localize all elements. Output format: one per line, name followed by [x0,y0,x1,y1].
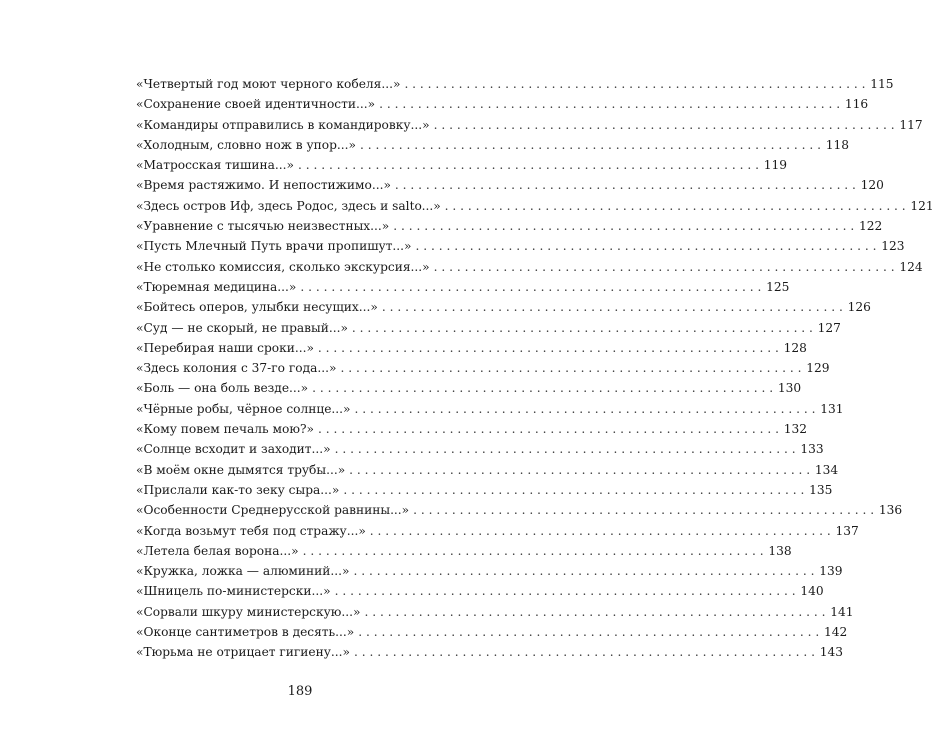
dot-leader [393,216,854,236]
dot-leader [365,602,826,622]
toc-entry-title: «Командиры отправились в командировку...» [136,117,430,132]
toc-entry-title: «Тюрьма не отрицает гигиену...» [136,645,351,660]
toc-entry-title: «Уравнение с тысячью неизвестных...» [136,219,390,234]
toc-entry [136,541,792,561]
toc-entry-page: 121 [910,198,934,213]
toc-entry-page: 125 [766,279,790,294]
toc-entry-page: 124 [899,259,923,274]
toc-entry-title: «Здесь колония с 37-го года...» [136,361,337,376]
toc-entry-page: 119 [763,158,787,173]
toc-entry-title: «Тюремная медицина...» [136,279,297,294]
toc-entry [136,480,833,500]
table-of-contents [136,74,934,663]
toc-entry [136,155,787,175]
dot-leader [318,338,779,358]
toc-entry-title: «Не столько комиссия, сколько экскурсия...» [136,259,430,274]
toc-entry-page: 130 [777,381,802,396]
toc-entry-title: «Летела белая ворона...» [136,543,299,558]
dot-leader [298,155,759,175]
toc-entry [136,74,894,94]
toc-entry-page: 127 [817,320,841,335]
toc-entry [136,399,844,419]
dot-leader [335,439,796,459]
toc-entry-page: 143 [819,645,844,660]
toc-entry [136,257,923,277]
dot-leader [355,399,816,419]
toc-entry-page: 122 [858,219,883,234]
toc-entry-page: 115 [870,77,894,91]
toc-entry-title: «Пусть Млечный Путь врачи пропишут...» [136,239,412,254]
dot-leader [434,115,895,135]
toc-entry-page: 132 [783,422,807,437]
dot-leader [413,500,874,520]
dot-leader [349,460,810,480]
toc-entry-title: «Сохранение своей идентичности...» [136,97,376,112]
dot-leader [303,541,764,561]
dot-leader [370,521,831,541]
toc-entry [136,318,841,338]
toc-entry-page: 129 [806,361,830,376]
dot-leader [343,480,804,500]
dot-leader [318,419,779,439]
dot-leader [335,581,796,601]
toc-entry [136,216,883,236]
dot-leader [395,175,856,195]
toc-entry-page: 138 [768,543,792,558]
toc-entry-page: 117 [899,117,923,132]
toc-entry-title: «Суд — не скорый, не правый...» [136,320,348,335]
toc-entry-page: 133 [800,442,824,457]
dot-leader [434,257,895,277]
toc-entry [136,358,830,378]
toc-entry-page: 139 [819,564,843,579]
toc-entry [136,175,884,195]
toc-entry [136,642,844,662]
toc-entry-page: 141 [830,604,854,619]
toc-entry [136,500,903,520]
toc-entry [136,460,839,480]
toc-entry [136,561,843,581]
dot-leader [312,378,773,398]
toc-entry-title: «Чёрные робы, чёрное солнце...» [136,401,351,416]
toc-entry-title: «Оконце сантиметров в десять...» [136,625,355,640]
toc-entry-page: 135 [809,482,833,497]
toc-entry-title: «В моём окне дымятся трубы...» [136,462,346,477]
toc-entry [136,297,871,317]
toc-entry-title: «Сорвали шкуру министерскую...» [136,604,361,619]
dot-leader [382,297,843,317]
toc-entry-title: «Перебирая наши сроки...» [136,340,314,355]
page-number: 189 [287,684,313,699]
toc-entry [136,277,790,297]
dot-leader [416,236,877,256]
toc-entry-title: «Особенности Среднерусской равнины...» [136,503,410,518]
toc-entry-title: «Шницель по-министерски...» [136,584,331,599]
toc-entry-page: 137 [835,523,859,538]
toc-entry-title: «Бойтесь оперов, улыбки несущих...» [136,300,378,315]
toc-entry [136,602,854,622]
toc-entry-page: 136 [878,503,903,518]
toc-entry [136,236,905,256]
toc-entry [136,196,934,216]
dot-leader [445,196,906,216]
toc-entry [136,135,850,155]
dot-leader [360,135,821,155]
toc-entry [136,338,807,358]
toc-entry-page: 120 [860,178,884,193]
toc-entry [136,115,923,135]
dot-leader [404,74,865,94]
dot-leader [379,94,840,114]
toc-entry [136,94,869,114]
toc-entry-title: «Здесь остров Иф, здесь Родос, здесь и salto...» [136,198,441,213]
toc-entry-title: «Когда возьмут тебя под стражу...» [136,523,366,538]
toc-entry [136,581,824,601]
toc-entry-title: «Боль — она боль везде...» [136,381,309,396]
dot-leader [353,561,814,581]
toc-entry-page: 131 [820,401,844,416]
toc-entry-title: «Матросская тишина...» [136,158,294,173]
dot-leader [300,277,761,297]
toc-entry-title: «Солнце всходит и заходит...» [136,442,331,457]
toc-entry-page: 126 [847,300,871,315]
dot-leader [352,318,813,338]
toc-entry-title: «Холодным, словно нож в упор...» [136,137,356,152]
toc-entry-title: «Кружка, ложка — алюминий...» [136,564,350,579]
toc-entry-page: 116 [844,97,869,112]
toc-entry [136,439,824,459]
toc-entry-page: 118 [825,137,850,152]
toc-entry [136,521,859,541]
toc-entry-title: «Четвертый год моют черного кобеля...» [136,77,401,91]
toc-entry-title: «Прислали как-то зеку сыра...» [136,482,340,497]
toc-entry [136,622,848,642]
toc-entry-page: 140 [800,584,824,599]
toc-entry-title: «Кому повем печаль мою?» [136,422,314,437]
dot-leader [340,358,801,378]
toc-entry-page: 142 [824,625,848,640]
toc-entry-title: «Время растяжимо. И непостижимо...» [136,178,391,193]
toc-entry-page: 128 [783,340,807,355]
toc-entry [136,419,807,439]
toc-entry-page: 134 [814,462,839,477]
toc-entry [136,378,802,398]
toc-entry-page: 123 [881,239,905,254]
dot-leader [358,622,819,642]
dot-leader [354,642,815,662]
